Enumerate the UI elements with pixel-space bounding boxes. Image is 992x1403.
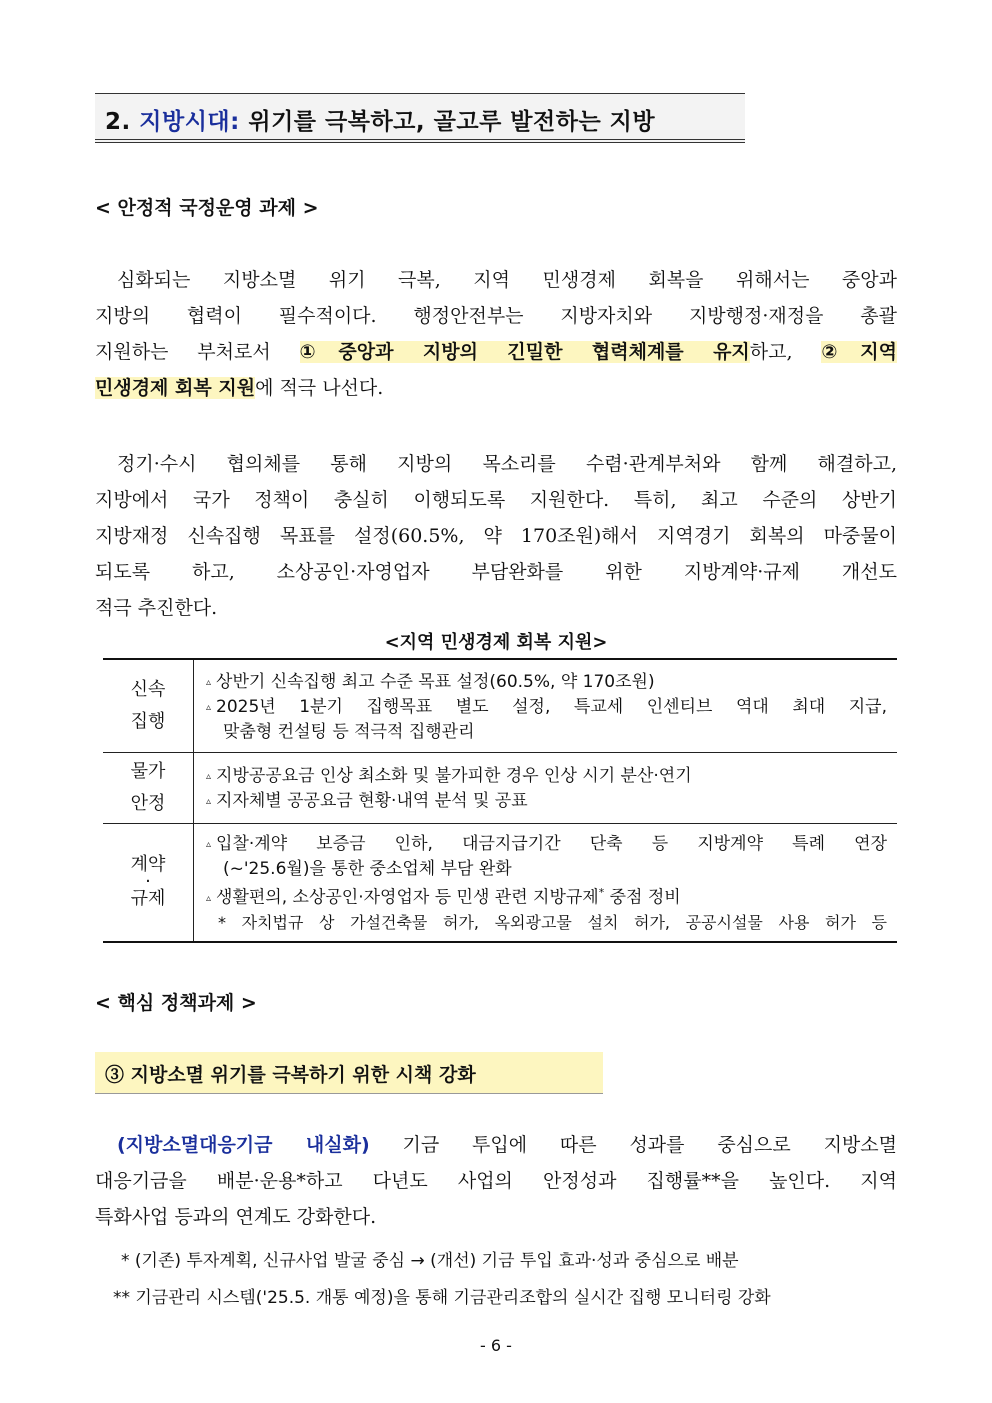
para3-line1 bbox=[95, 1127, 897, 1163]
category-line: 신속 bbox=[130, 679, 166, 700]
section-title bbox=[105, 103, 655, 136]
content-cell bbox=[194, 659, 898, 753]
category-cell bbox=[103, 824, 194, 942]
section-title-rest: 위기를 극복하고, 골고루 발전하는 지방 bbox=[248, 109, 656, 135]
category-line: 안정 bbox=[130, 793, 166, 814]
bullet-text: 입찰·계약 보증금 인하, 대금지급기간 단축 등 지방계약 특례 연장 bbox=[216, 834, 887, 854]
section-title-highlight: 지방시대: bbox=[139, 109, 240, 135]
page-number: - 6 - bbox=[480, 1336, 512, 1355]
bullet-text: 상반기 신속집행 최고 수준 목표 설정(60.5%, 약 170조원) bbox=[216, 672, 655, 692]
footnote-2: ** 기금관리 시스템('25.5. 개통 예정)을 통해 기금관리조합의 실시간 집행 모니터링 강화 bbox=[113, 1288, 771, 1308]
bullet-text: 생활편의, 소상공인·자영업자 등 민생 관련 지방규제 bbox=[216, 887, 599, 908]
table-caption: <지역 민생경제 회복 지원> bbox=[384, 632, 608, 653]
bullet-continuation: (~'25.6월)을 통한 중소업체 부담 완화 bbox=[223, 859, 512, 879]
bullet-item bbox=[206, 764, 887, 789]
bullet-item bbox=[206, 789, 887, 814]
footnote-1: * (기존) 투자계획, 신규사업 발굴 중심 → (개선) 기금 투입 효과·성과 중심으로 배분 bbox=[121, 1251, 739, 1271]
para1-line1: 심화되는 지방소멸 위기 극복, 지역 민생경제 회복을 위해서는 중앙과 bbox=[117, 269, 897, 291]
para1-line2: 지방의 협력이 필수적이다. 행정안전부는 지방자치와 지방행정·재정을 총괄 bbox=[95, 305, 897, 327]
para1-line4 bbox=[95, 370, 897, 406]
category-line: 규제 bbox=[130, 888, 166, 910]
paragraph-1 bbox=[95, 262, 897, 406]
bullet-item bbox=[206, 670, 887, 695]
para1-line3-c: 하고, bbox=[749, 341, 822, 363]
category-cell bbox=[103, 659, 194, 753]
paragraph-3 bbox=[95, 1127, 897, 1235]
footnote-marker: * bbox=[598, 886, 605, 899]
paragraph-2 bbox=[95, 446, 897, 626]
content-cell bbox=[194, 824, 898, 942]
para1-line3-a: 지원하는 부처로서 bbox=[95, 341, 300, 363]
highlight-cooperation: ①중앙과 지방의 긴밀한 협력체계를 유지 bbox=[299, 341, 750, 363]
content-cell bbox=[194, 753, 898, 824]
bullet-item bbox=[206, 881, 887, 911]
triangle-bullet-icon: ▵ bbox=[206, 771, 212, 782]
table-row bbox=[103, 659, 897, 753]
para1-line4-b: 에 적극 나선다. bbox=[255, 377, 384, 399]
section-number: 2. bbox=[105, 109, 131, 135]
para2-line4: 되도록 하고, 소상공인·자영업자 부담완화를 위한 지방계약·규제 개선도 bbox=[95, 561, 897, 583]
triangle-bullet-icon: ▵ bbox=[206, 702, 212, 713]
heading-core-tasks: < 핵심 정책과제 > bbox=[95, 992, 257, 1014]
bullet-continuation: 맞춤형 컨설팅 등 적극적 집행관리 bbox=[223, 722, 475, 742]
triangle-bullet-icon: ▵ bbox=[206, 677, 212, 688]
para3-line2: 대응기금을 배분·운용*하고 다년도 사업의 안정성과 집행률**을 높인다. 지역 bbox=[95, 1170, 897, 1192]
para3-line3: 특화사업 등과의 연계도 강화한다. bbox=[95, 1206, 377, 1228]
task-box-title: ③ 지방소멸 위기를 극복하기 위한 시책 강화 bbox=[105, 1064, 476, 1086]
task-box bbox=[95, 1052, 603, 1094]
category-line: 물가 bbox=[130, 761, 166, 782]
category-line: 계약 bbox=[130, 854, 166, 876]
section-title-box bbox=[95, 93, 745, 143]
heading-stable-tasks: < 안정적 국정운영 과제 > bbox=[95, 197, 319, 219]
table-row bbox=[103, 824, 897, 942]
para2-line5: 적극 추진한다. bbox=[95, 597, 218, 619]
triangle-bullet-icon: ▵ bbox=[206, 796, 212, 807]
bullet-text: 지방공공요금 인상 최소화 및 불가피한 경우 인상 시기 분산·연기 bbox=[216, 766, 692, 786]
para2-line3: 지방재정 신속집행 목표를 설정(60.5%, 약 170조원)해서 지역경기 회복의 마중물이 bbox=[95, 525, 897, 547]
table-note: * 자치법규 상 가설건축물 허가, 옥외광고물 설치 허가, 공공시설물 사용 허가 등 bbox=[218, 912, 887, 932]
bullet-text: 지자체별 공공요금 현황·내역 분석 및 공표 bbox=[216, 791, 528, 811]
table-row bbox=[103, 753, 897, 824]
bullet-text: 2025년 1분기 집행목표 별도 설정, 특교세 인센티브 역대 최대 지급, bbox=[216, 697, 887, 717]
triangle-bullet-icon: ▵ bbox=[206, 892, 212, 904]
bullet-item bbox=[206, 695, 887, 720]
para3-line1-b: 기금 투입에 따른 성과를 중심으로 지방소멸 bbox=[369, 1134, 897, 1156]
para1-line3 bbox=[95, 334, 897, 370]
support-table bbox=[103, 658, 897, 943]
para2-line1: 정기·수시 협의체를 통해 지방의 목소리를 수렴·관계부처와 함께 해결하고, bbox=[117, 453, 897, 475]
category-cell bbox=[103, 753, 194, 824]
bullet-item bbox=[206, 832, 887, 857]
bullet-text-end: 중점 정비 bbox=[604, 887, 681, 908]
para2-line2: 지방에서 국가 정책이 충실히 이행되도록 지원한다. 특히, 최고 수준의 상반기 bbox=[95, 489, 897, 511]
category-line: 집행 bbox=[130, 711, 166, 732]
highlight-economy-support: 민생경제 회복 지원 bbox=[95, 377, 256, 399]
triangle-bullet-icon: ▵ bbox=[206, 839, 212, 850]
fund-label: (지방소멸대응기금 내실화) bbox=[117, 1134, 370, 1156]
highlight-region-start: ②지역 bbox=[821, 341, 897, 363]
category-dot: · bbox=[145, 871, 151, 893]
